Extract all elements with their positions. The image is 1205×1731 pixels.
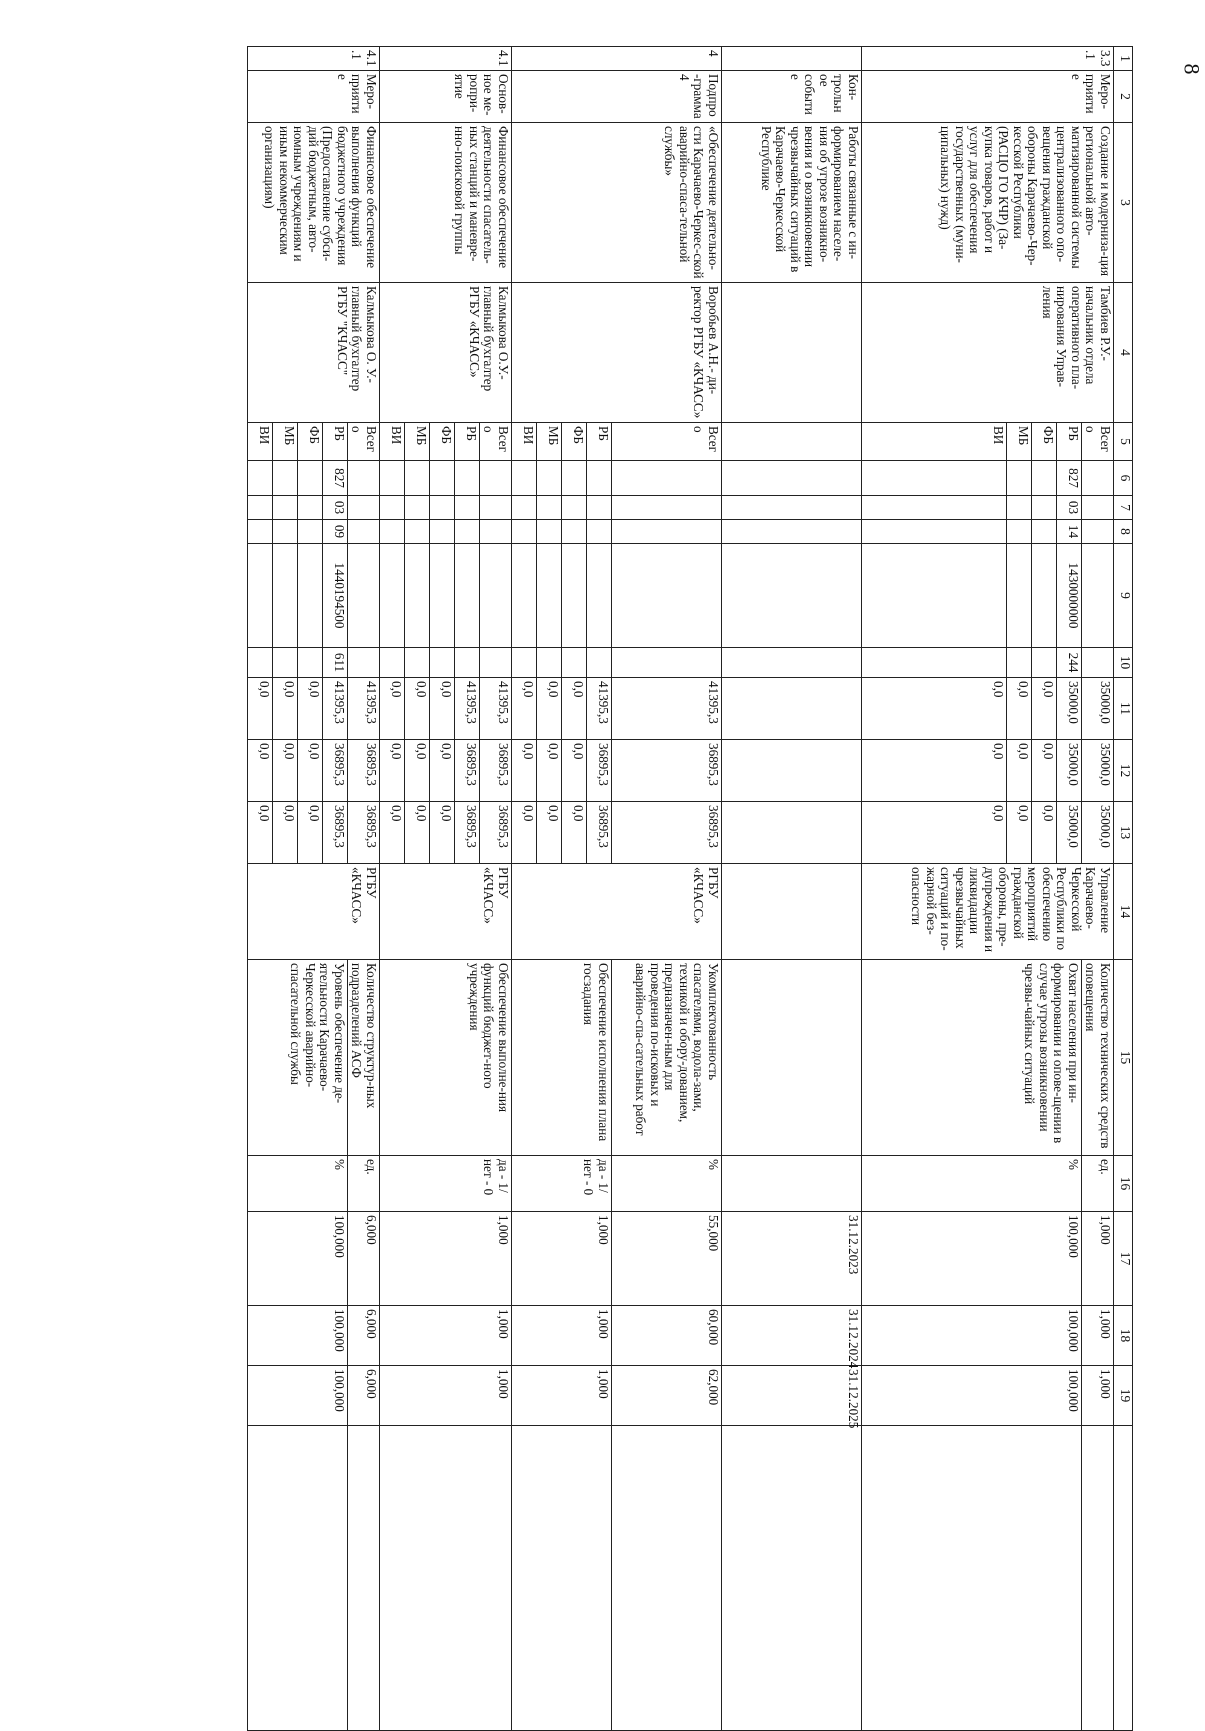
amount-year2: 0,0 <box>405 740 430 802</box>
unit: % <box>862 1156 1082 1212</box>
empty-cell <box>455 520 480 544</box>
empty-cell <box>862 648 1007 678</box>
empty-cell <box>405 520 430 544</box>
amount-year1: 41395,3 <box>612 678 722 740</box>
empty-cell <box>273 544 298 648</box>
indicator: Уровень обеспечение де-ятельности Карачаево-Черкесской аварийно-спасательной службы <box>248 960 348 1156</box>
rotated-table-wrapper <box>123 46 1133 1680</box>
value-year2: 1,000 <box>1082 1306 1114 1366</box>
unit: % <box>248 1156 348 1212</box>
empty-cell <box>455 461 480 496</box>
amount-year3: 0,0 <box>380 802 405 864</box>
empty-cell <box>273 496 298 520</box>
empty-cell <box>1007 461 1032 496</box>
amount-year2: 0,0 <box>537 740 562 802</box>
code-grbs: 827 <box>1057 461 1082 496</box>
empty-cell <box>348 461 380 496</box>
code-vr: 244 <box>1057 648 1082 678</box>
empty-cell <box>587 544 612 648</box>
row-name: Создание и модерниза-ция региональной авто-матизированной системы централизованного опо-вещения гражданской обороны Карачаево-Чер-кесской Республики (РАСЦО ГО КЧР) (За-купка товаров, работ и услуг для обеспечения государственных (муни-ципальных) нужд) <box>862 123 1114 283</box>
amount-year3: 0,0 <box>1032 802 1057 864</box>
empty-cell <box>248 1426 348 1731</box>
funding-source: ФБ <box>1032 423 1057 461</box>
funding-source: Всего <box>612 423 722 461</box>
value-year1: 1,000 <box>1082 1212 1114 1306</box>
amount-year1: 0,0 <box>380 678 405 740</box>
value-year1: 100,000 <box>862 1212 1082 1306</box>
empty-cell <box>722 1426 862 1731</box>
header-cell: 1 <box>1114 47 1133 71</box>
amount-year3: 36895,3 <box>612 802 722 864</box>
amount-year3: 0,0 <box>1007 802 1032 864</box>
amount-year1: 0,0 <box>537 678 562 740</box>
empty-cell <box>1007 648 1032 678</box>
empty-cell <box>722 461 862 496</box>
control-date-1: 31.12.2023 <box>722 1212 862 1306</box>
funding-source: РБ <box>587 423 612 461</box>
amount-year2: 35000,0 <box>1082 740 1114 802</box>
empty-cell <box>1032 648 1057 678</box>
empty-cell <box>722 423 862 461</box>
row-responsible: Тамбиев Р.У.- начальник отдела оперативного пла-нирования Управ-ления <box>862 283 1114 423</box>
header-cell: 19 <box>1114 1366 1133 1426</box>
empty-cell <box>722 496 862 520</box>
amount-year3: 35000,0 <box>1057 802 1082 864</box>
empty-cell <box>512 520 537 544</box>
empty-cell <box>455 544 480 648</box>
amount-year1: 0,0 <box>405 678 430 740</box>
empty-cell <box>405 496 430 520</box>
empty-cell <box>1007 520 1032 544</box>
value-year3: 62,000 <box>612 1366 722 1426</box>
header-cell: 15 <box>1114 960 1133 1156</box>
value-year1: 1,000 <box>512 1212 612 1306</box>
value-year3: 1,000 <box>512 1366 612 1426</box>
row-type: Меро-приятие <box>862 71 1114 123</box>
code-grbs: 827 <box>323 461 348 496</box>
indicator: Обеспечение исполнения плана госзадания <box>512 960 612 1156</box>
amount-year1: 35000,0 <box>1082 678 1114 740</box>
value-year2: 100,000 <box>248 1306 348 1366</box>
value-year3: 100,000 <box>862 1366 1082 1426</box>
row-executor: РГБУ «КЧАСС» <box>512 864 722 960</box>
empty-cell <box>298 461 323 496</box>
funding-source: РБ <box>455 423 480 461</box>
amount-year3: 0,0 <box>430 802 455 864</box>
funding-source: МБ <box>1007 423 1032 461</box>
indicator: Количество технических средств оповещения <box>1082 960 1114 1156</box>
row-responsible: Воробьев А.Н.- ди-ректор РГБУ «КЧАСС» <box>512 283 722 423</box>
row-name: Работы связанные с ин-формированием населе-ния об угрозе возникно-вения и о возникновении чрезвычайных ситуаций в Карачаево-Черкесской Республике <box>722 123 862 283</box>
empty-cell <box>562 544 587 648</box>
row-number: 4.1.1 <box>248 47 380 71</box>
empty-cell <box>298 520 323 544</box>
amount-year1: 41395,3 <box>480 678 512 740</box>
amount-year3: 0,0 <box>298 802 323 864</box>
empty-cell <box>722 802 862 864</box>
value-year2: 6,000 <box>348 1306 380 1366</box>
amount-year2: 36895,3 <box>348 740 380 802</box>
header-cell: 11 <box>1114 678 1133 740</box>
page-number: 8 <box>1179 63 1205 75</box>
empty-cell <box>380 496 405 520</box>
table-row <box>1082 47 1114 1731</box>
row-name: Финансовое обеспечение выполнения функций бюджетного учреждения (Предоставление субси-дий бюджетным, авто-номным учреждениям и иным некоммерческим организациям) <box>248 123 380 283</box>
amount-year1: 0,0 <box>862 678 1007 740</box>
empty-cell <box>587 520 612 544</box>
value-year3: 6,000 <box>348 1366 380 1426</box>
amount-year2: 0,0 <box>562 740 587 802</box>
empty-cell <box>562 496 587 520</box>
row-executor: РГБУ «КЧАСС» <box>248 864 380 960</box>
amount-year3: 0,0 <box>562 802 587 864</box>
header-cell: 2 <box>1114 71 1133 123</box>
amount-year3: 36895,3 <box>455 802 480 864</box>
header-cell: 12 <box>1114 740 1133 802</box>
header-cell: 5 <box>1114 423 1133 461</box>
empty-cell <box>1082 461 1114 496</box>
row-number: 3.3.1 <box>862 47 1114 71</box>
value-year2: 100,000 <box>862 1306 1082 1366</box>
empty-cell <box>862 544 1007 648</box>
amount-year3: 36895,3 <box>348 802 380 864</box>
empty-cell <box>248 461 273 496</box>
amount-year3: 0,0 <box>405 802 430 864</box>
indicator: Обеспечение выполне-ния функций бюджет-ного учреждения <box>380 960 512 1156</box>
header-cell: 6 <box>1114 461 1133 496</box>
amount-year2: 36895,3 <box>480 740 512 802</box>
header-cell: 4 <box>1114 283 1133 423</box>
empty-cell <box>455 648 480 678</box>
amount-year3: 0,0 <box>248 802 273 864</box>
empty-cell <box>248 544 273 648</box>
code-pr: 14 <box>1057 520 1082 544</box>
empty-cell <box>380 520 405 544</box>
empty-cell <box>405 648 430 678</box>
empty-cell <box>348 496 380 520</box>
empty-cell <box>537 496 562 520</box>
empty-cell <box>430 520 455 544</box>
empty-cell <box>298 496 323 520</box>
empty-cell <box>380 461 405 496</box>
value-year3: 1,000 <box>1082 1366 1114 1426</box>
empty-cell <box>862 496 1007 520</box>
amount-year3: 0,0 <box>512 802 537 864</box>
value-year1: 6,000 <box>348 1212 380 1306</box>
empty-cell <box>612 496 722 520</box>
funding-source: МБ <box>537 423 562 461</box>
empty-cell <box>1032 520 1057 544</box>
header-cell: 7 <box>1114 496 1133 520</box>
empty-cell <box>298 544 323 648</box>
empty-cell <box>273 520 298 544</box>
empty-cell <box>348 520 380 544</box>
amount-year2: 0,0 <box>248 740 273 802</box>
row-type: Меро-приятие <box>248 71 380 123</box>
header-cell: 13 <box>1114 802 1133 864</box>
empty-cell <box>612 520 722 544</box>
row-responsible: Калмыкова О. У.- главный бухгалтер РГБУ "КЧАСС" <box>248 283 380 423</box>
empty-cell <box>480 496 512 520</box>
empty-cell <box>722 740 862 802</box>
program-table <box>247 46 1133 1731</box>
empty-cell <box>512 1426 612 1731</box>
empty-cell <box>722 283 862 423</box>
empty-cell <box>480 648 512 678</box>
amount-year3: 35000,0 <box>1082 802 1114 864</box>
empty-cell <box>862 461 1007 496</box>
code-rz: 03 <box>1057 496 1082 520</box>
row-responsible: Калмыкова О.У.-главный бухгалтер РГБУ «КЧАСС» <box>380 283 512 423</box>
row-name: Финансовое обеспечение деятельности спасатель-ных станций и маневре-нно-поисковой группы <box>380 123 512 283</box>
empty-cell <box>562 648 587 678</box>
indicator: Укомплектованность спасателями, водола-зами, техникой и обору-дованием, предназначен-ным для проведения по-исковых и аварийно-спа-сательных работ <box>612 960 722 1156</box>
unit: да - 1/ нет - 0 <box>512 1156 612 1212</box>
amount-year2: 0,0 <box>1007 740 1032 802</box>
empty-cell <box>512 461 537 496</box>
header-cell: 14 <box>1114 864 1133 960</box>
value-year2: 60,000 <box>612 1306 722 1366</box>
empty-cell <box>722 544 862 648</box>
control-date-3: 31.12.2025 <box>722 1366 862 1426</box>
empty-cell <box>612 461 722 496</box>
funding-source: РБ <box>1057 423 1082 461</box>
header-cell: 16 <box>1114 1156 1133 1212</box>
funding-source: ФБ <box>562 423 587 461</box>
funding-source: ВИ <box>512 423 537 461</box>
amount-year3: 0,0 <box>537 802 562 864</box>
empty-cell <box>273 648 298 678</box>
funding-source: ВИ <box>862 423 1007 461</box>
empty-cell <box>480 461 512 496</box>
funding-source: Всего <box>1082 423 1114 461</box>
row-type: Кон-трольное событие <box>722 71 862 123</box>
value-year2: 1,000 <box>512 1306 612 1366</box>
empty-cell <box>1007 544 1032 648</box>
funding-source: МБ <box>405 423 430 461</box>
empty-cell <box>1082 496 1114 520</box>
amount-year1: 0,0 <box>1032 678 1057 740</box>
empty-cell <box>722 648 862 678</box>
value-year3: 100,000 <box>248 1366 348 1426</box>
header-cell: 10 <box>1114 648 1133 678</box>
row-executor: Управление Карачаево-Черкесской Республики по обеспечению мероприятий гражданской обороны, пре-дупреждения и ликвидации чрезвычайных ситуаций и по-жарной без-опасности <box>862 864 1114 960</box>
empty-cell <box>587 496 612 520</box>
empty-cell <box>862 1426 1082 1731</box>
code-rz: 03 <box>323 496 348 520</box>
amount-year1: 41395,3 <box>348 678 380 740</box>
empty-cell <box>405 461 430 496</box>
table-row <box>480 47 512 1731</box>
amount-year2: 36895,3 <box>323 740 348 802</box>
control-date-2: 31.12.2024 <box>722 1306 862 1366</box>
empty-cell <box>405 544 430 648</box>
empty-cell <box>722 678 862 740</box>
row-type: Подпро-грамма 4 <box>512 71 722 123</box>
empty-cell <box>612 648 722 678</box>
header-cell: 18 <box>1114 1306 1133 1366</box>
funding-source: ФБ <box>430 423 455 461</box>
funding-source: МБ <box>273 423 298 461</box>
amount-year2: 36895,3 <box>612 740 722 802</box>
funding-source: ФБ <box>298 423 323 461</box>
amount-year3: 0,0 <box>862 802 1007 864</box>
amount-year2: 0,0 <box>862 740 1007 802</box>
amount-year2: 0,0 <box>430 740 455 802</box>
empty-cell <box>480 520 512 544</box>
empty-cell <box>512 544 537 648</box>
empty-cell <box>480 544 512 648</box>
row-number: 4.1 <box>380 47 512 71</box>
empty-cell <box>722 47 862 71</box>
empty-cell <box>1007 496 1032 520</box>
empty-cell <box>612 1426 722 1731</box>
indicator: Охват населения при ин-формировании и опове-щении в случае угрозы возникновении чрезвы-чайных ситуаций <box>862 960 1082 1156</box>
header-cell: 3 <box>1114 123 1133 283</box>
row-executor: РГБУ «КЧАСС» <box>380 864 512 960</box>
empty-cell <box>512 496 537 520</box>
empty-cell <box>430 496 455 520</box>
empty-cell <box>587 461 612 496</box>
table-row <box>722 47 862 1731</box>
funding-source: Всего <box>348 423 380 461</box>
empty-cell <box>512 648 537 678</box>
amount-year1: 0,0 <box>273 678 298 740</box>
unit: ед. <box>348 1156 380 1212</box>
amount-year1: 0,0 <box>512 678 537 740</box>
amount-year3: 36895,3 <box>323 802 348 864</box>
amount-year2: 0,0 <box>512 740 537 802</box>
empty-cell <box>1082 520 1114 544</box>
empty-cell <box>1082 544 1114 648</box>
amount-year3: 36895,3 <box>587 802 612 864</box>
empty-cell <box>1032 461 1057 496</box>
amount-year1: 0,0 <box>562 678 587 740</box>
empty-cell <box>248 496 273 520</box>
empty-cell <box>612 544 722 648</box>
amount-year1: 35000,0 <box>1057 678 1082 740</box>
empty-cell <box>430 544 455 648</box>
row-name: «Обеспечение деятельно-сти Карачаево-Черкес-ской аварийно-спаса-тельной службы» <box>512 123 722 283</box>
value-year1: 55,000 <box>612 1212 722 1306</box>
header-cell: 17 <box>1114 1212 1133 1306</box>
empty-cell <box>722 1156 862 1212</box>
empty-cell <box>537 648 562 678</box>
row-number: 4 <box>512 47 722 71</box>
empty-cell <box>455 496 480 520</box>
amount-year1: 0,0 <box>430 678 455 740</box>
header-cell-blank <box>1114 1426 1133 1731</box>
header-cell: 9 <box>1114 544 1133 648</box>
empty-cell <box>380 1426 512 1731</box>
code-vr: 611 <box>323 648 348 678</box>
empty-cell <box>348 648 380 678</box>
amount-year2: 36895,3 <box>587 740 612 802</box>
funding-source: ВИ <box>380 423 405 461</box>
empty-cell <box>1032 544 1057 648</box>
header-row <box>1114 47 1133 1731</box>
amount-year1: 0,0 <box>298 678 323 740</box>
empty-cell <box>587 648 612 678</box>
empty-cell <box>380 648 405 678</box>
empty-cell <box>562 461 587 496</box>
value-year1: 100,000 <box>248 1212 348 1306</box>
empty-cell <box>537 544 562 648</box>
amount-year2: 0,0 <box>273 740 298 802</box>
indicator: Количество структур-ных подразделений АСФ <box>348 960 380 1156</box>
amount-year1: 0,0 <box>1007 678 1032 740</box>
unit: ед. <box>1082 1156 1114 1212</box>
table-row <box>348 47 380 1731</box>
empty-cell <box>722 520 862 544</box>
amount-year2: 35000,0 <box>1057 740 1082 802</box>
empty-cell <box>722 864 862 960</box>
empty-cell <box>298 648 323 678</box>
empty-cell <box>722 960 862 1156</box>
empty-cell <box>380 544 405 648</box>
amount-year1: 41395,3 <box>455 678 480 740</box>
empty-cell <box>348 1426 380 1731</box>
funding-source: ВИ <box>248 423 273 461</box>
empty-cell <box>430 461 455 496</box>
value-year2: 1,000 <box>380 1306 512 1366</box>
code-csr: 1440194500 <box>323 544 348 648</box>
funding-source: Всего <box>480 423 512 461</box>
empty-cell <box>1082 648 1114 678</box>
code-csr: 1430000000 <box>1057 544 1082 648</box>
empty-cell <box>537 461 562 496</box>
amount-year2: 0,0 <box>298 740 323 802</box>
value-year1: 1,000 <box>380 1212 512 1306</box>
table-row <box>612 47 722 1731</box>
amount-year1: 41395,3 <box>323 678 348 740</box>
unit: % <box>612 1156 722 1212</box>
amount-year2: 36895,3 <box>455 740 480 802</box>
empty-cell <box>862 520 1007 544</box>
row-type: Основ-ное ме-ропри-ятие <box>380 71 512 123</box>
amount-year2: 0,0 <box>1032 740 1057 802</box>
value-year3: 1,000 <box>380 1366 512 1426</box>
amount-year3: 0,0 <box>273 802 298 864</box>
empty-cell <box>562 520 587 544</box>
amount-year1: 0,0 <box>248 678 273 740</box>
empty-cell <box>1032 496 1057 520</box>
amount-year2: 0,0 <box>380 740 405 802</box>
amount-year1: 41395,3 <box>587 678 612 740</box>
empty-cell <box>273 461 298 496</box>
header-cell: 8 <box>1114 520 1133 544</box>
funding-source: РБ <box>323 423 348 461</box>
code-pr: 09 <box>323 520 348 544</box>
amount-year3: 36895,3 <box>480 802 512 864</box>
empty-cell <box>537 520 562 544</box>
empty-cell <box>248 648 273 678</box>
empty-cell <box>1082 1426 1114 1731</box>
unit: да - 1/ нет - 0 <box>380 1156 512 1212</box>
empty-cell <box>348 544 380 648</box>
empty-cell <box>430 648 455 678</box>
empty-cell <box>248 520 273 544</box>
